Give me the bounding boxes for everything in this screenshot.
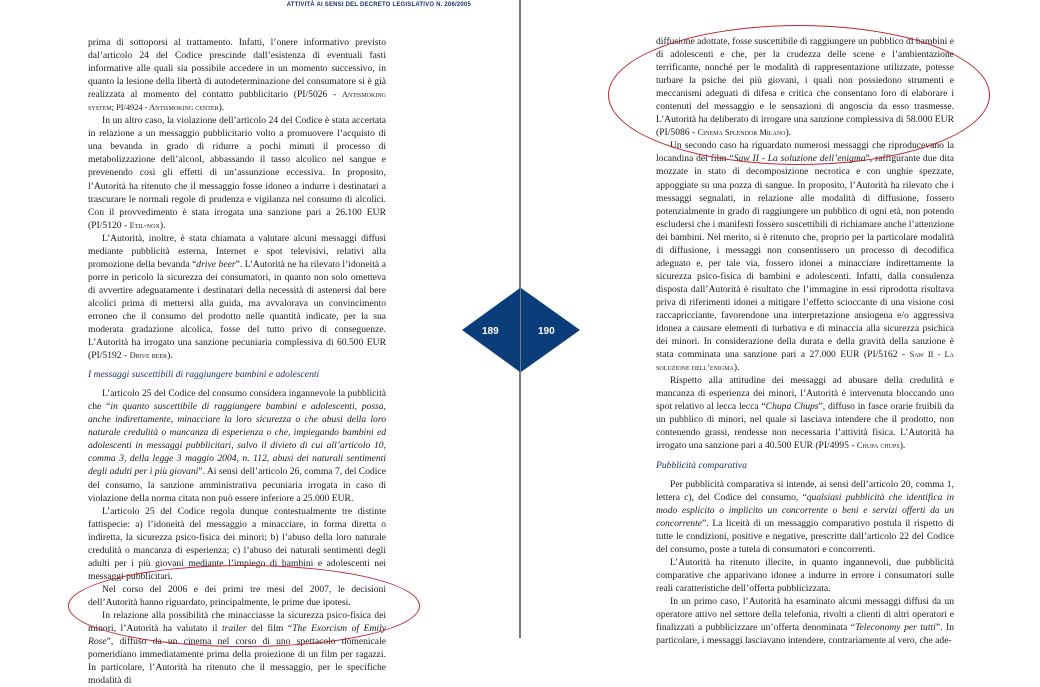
right-page — [521, 0, 1040, 647]
paragraph: In un primo caso, l’Autorità ha esaminato alcuni messaggi diffusi da un operatore attivo nel settore della telefonia, rivolti a clienti di altri operatori e finalizzati a pubblicizzare un’offerta denominata “Teleconomy per tutti”. In particolare, i messaggi lasciavano intendere, contrariamente al vero, che ade- — [656, 595, 955, 647]
left-page: ATTIVITÀ AI SENSI DEL DECRETO LEGISLATIVO N. 206/2005 prima di sottoporsi al trattamento. Infatti, l’onere informativo previsto dal’articolo 24 del Codice prescinde dall’esistenza di eventuali fasti informative alle quali sia possibile accedere in un momento successivo, in quanto la lesione della libertà di autodeterminazione del consumatore si è già realizzata al momento del contatto pubblicitario (PI/5026 - Antismoking system; PI/4924 - Antismoking center). In un altro caso, la violazione dell’articolo 24 del Codice è stata accertata in relazione a un messaggio pubblicitario volto a promuovere l’acquisto di una bevanda in grado di ridurre a pochi minuti il processo di metabolizzazione dell’alcool, abbassando il tasso alcolico nel sangue e prevenendo così gli effetti di un’assunzione eccessiva. In proposito, l’Autorità ha ritenuto che il messaggio fosse idoneo a indurre i destinatari a trascurare le normali regole di prudenza e vigilanza nel consumo di alcolici. Con il provvedimento è stata irrogata una sanzione pari a 26.100 EUR (PI/5120 - Etil-nox). L’Autorità, inoltre, è stata chiamata a valutare alcuni messaggi diffusi mediante pubblicità esterna, Internet e spot televisivi, relativi alla promozione della bevanda “drive beer”. L’Autorità ne ha rilevato l’idoneità a porre in pericolo la sicurezza dei consumatori, in quanto non solo ometteva di avvertire adeguatamente i destinatari della necessità di astenersi dal bere alcolici prima di mettersi alla guida, ma avvalorava un convincimento erroneo che il consumo del prodotto nelle quantità indicate, per la sua moderata gradazione alcolica, fosse del tutto privo di conseguenze. L’Autorità ha irrogato una sanzione pecuniaria complessiva di 60.500 EUR (PI/5192 - Drive beer). I messaggi suscettibili di raggiungere bambini e adolescenti L’articolo 25 del Codice del consumo considera ingannevole la pubblicità che “in quanto suscettibile di raggiungere bambini e adolescenti, possa, anche indirettamente, minacciare la loro sicurezza o che abusi della loro naturale credulità o mancanza di esperienza o che, impiegando bambini ed adolescenti in messaggi pubblicitari, salvo il divieto di cui all’articolo 10, comma 3, della legge 3 maggio 2004, n. 112, abusi dei naturali sentimenti degli adulti per i più giovani”. Ai sensi dell’articolo 26, comma 7, del Codice del consumo, la sanzione amministrativa pecuniaria irrogata in caso di violazione della norma citata non può essere inferiore a 25.000 EUR. L’articolo 25 del Codice regola dunque contestualmente tre distinte fattispecie: a) l’idoneità del messaggio a minacciare, in forma diretta o indiretta, la sicurezza psico-fisica dei minori; b) l’abuso della loro naturale credulità o mancanza di esperienza; c) l’abuso dei naturali sentimenti degli adulti per i più giovani mediante l’impiego di bambini e adolescenti nei messaggi pubblicitari. Nel corso del 2006 e dei primi tre mesi del 2007, le decisioni dell’Autorità hanno riguardato, principalmente, le prime due ipotesi. In relazione alla possibilità che minacciasse la sicurezza psico-fisica dei minori, l’Autorità ha valutato il trailer del film “The Exorcism of Emily Rose”, diffuso da un cinema nel corso di uno spettacolo domenicale pomeridiano immediatamente prima della proiezione di un film per ragazzi. In particolare, l’Autorità ha ritenuto che il messaggio, per le specifiche modalità di — [0, 0, 519, 638]
paragraph: L’articolo 25 del Codice del consumo considera ingannevole la pubblicità che “in quanto suscettibile di raggiungere bambini e adolescenti, possa, anche indirettamente, minacciare la loro sicurezza o che abusi della loro naturale credulità o mancanza di esperienza o che, impiegando bambini ed adolescenti in messaggi pubblicitari, salvo il divieto di cui all’articolo 10, comma 3, della legge 3 maggio 2004, n. 112, abusi dei naturali sentimenti degli adulti per i più giovani”. Ai sensi dell’articolo 26, comma 7, del Codice del consumo, la sanzione amministrativa pecuniaria irrogata in caso di violazione della norma citata non può essere inferiore a 25.000 EUR. — [88, 388, 386, 504]
paragraph: L’Autorità ha ritenuto illecite, in quanto ingannevoli, due pubblicità comparative che apparivano idonee a indurre in errore i consumatori sulle reali caratteristiche dell’offerta pubblicizzata. — [656, 556, 954, 594]
page-number-right: 190 — [538, 326, 555, 337]
paragraph: prima di sottoporsi al trattamento. Infatti, l’onere informativo previsto dal’articolo 24 del Codice prescinde dall’esistenza di eventuali fasti informative alle quali sia possibile accedere in un momento successivo, in quanto la lesione della libertà di autodeterminazione del consumatore si è già realizzata al momento del contatto pubblicitario (PI/5026 - Antismoking system; PI/4924 - Antismoking center). — [88, 37, 386, 114]
left-text-column — [88, 36, 386, 687]
paragraph: Un secondo caso ha riguardato numerosi messaggi che riproducevano la locandina del film “Saw II - La soluzione dell’enigma”, raffigurante due dita mozzate in stato di decomposizione necrotica e con unghie spezzate, appoggiate su una pozza di sangue. In proposito, l’Autorità ha rilevato che i messaggi segnalati, in relazione alle modalità di diffusione, fossero potenzialmente in grado di raggiungere un pubblico di ogni età, non potendo escludersi che i manifesti fossero suscettibili di richiamare anche l’attenzione dei bambini. Nel merito, si è ritenuto che, proprio per la particolare modalità di diffusione, i messaggi non consentissero un processo di decodifica adeguato e, per tale via, fossero idonei a minacciare indirettamente la sicurezza psico-fisica di bambini e adolescenti. Infatti, dalla consulenza disposta dall’Autorità è risultato che l’immagine in essi riprodotta risultava priva di riferimenti idonei a mitigare l’effetto scioccante di una visione così raccapricciante, favorendone una interpretazione ansiogena e/o aggressiva idonea a causare elementi di turbativa e di minaccia alla sicurezza psichica dei minori. In considerazione della durata e della gravità della sanzione è stata comminata una sanzione pari a 27.000 EUR (PI/5162 - Saw II - La soluzione dell’enigma). — [656, 140, 954, 374]
paragraph: Nel corso del 2006 e dei primi tre mesi del 2007, le decisioni dell’Autorità hanno riguardato, principalmente, le prime due ipotesi. — [88, 583, 386, 608]
section-heading: Pubblicità comparativa — [656, 459, 747, 471]
page-number-left: 189 — [482, 326, 499, 337]
paragraph: Per pubblicità comparativa si intende, ai sensi dell’articolo 20, comma 1, lettera c), del Codice del consumo, “qualsiasi pubblicità che identifica in modo esplicito o implicito un concorrente o beni e servizi offerti da un concorrente”. La liceità di un messaggio comparativo postula il rispetto di tutte le condizioni, positive e negative, prescritte dall’articolo 22 del Codice del consumo, poste a tutela di consumatori e concorrenti. — [656, 478, 954, 555]
paragraph: Rispetto alla attitudine dei messaggi ad abusare della credulità e mancanza di esperienza dei minori, l’Autorità è intervenuta bloccando uno spot relativo al lecca lecca “Chupa Chups”, diffuso in fasce orarie fruibili da un pubblico di minori, nel quale si lasciava intendere che il prodotto, non contenendo grassi, rendesse non necessaria l’attività fisica. L’Autorità ha irrogato una sanzione pari a 40.500 EUR (PI/4995 - Chupa chups). — [656, 375, 954, 452]
section-heading: I messaggi suscettibili di raggiungere bambini e adolescenti — [88, 369, 320, 381]
paragraph: In relazione alla possibilità che minacciasse la sicurezza psico-fisica dei minori, l’Autorità ha valutato il trailer del film “The Exorcism of Emily Rose”, diffuso da un cinema nel corso di uno spettacolo domenicale pomeridiano immediatamente prima della proiezione di un film per ragazzi. In particolare, l’Autorità ha ritenuto che il messaggio, per le specifiche modalità di — [88, 609, 387, 687]
right-text-column — [656, 35, 954, 647]
paragraph: L’articolo 25 del Codice regola dunque contestualmente tre distinte fattispecie: a) l’idoneità del messaggio a minacciare, in forma diretta o indiretta, la sicurezza psico-fisica dei minori; b) l’abuso della loro naturale credulità o mancanza di esperienza; c) l’abuso dei naturali sentimenti degli adulti per i più giovani mediante l’impiego di bambini e adolescenti nei messaggi pubblicitari. — [88, 505, 386, 582]
paragraph: diffusione adottate, fosse suscettibile di raggiungere un pubblico di bambini e di adolescenti e che, per la crudezza delle scene e l’ambientazione terrificante, nonché per le modalità di rappresentazione utilizzate, potesse turbare la psiche dei più giovani, i quali non possiedono strumenti e meccanismi adeguati di difesa e critica che consentano loro di elaborare i contenuti del messaggio e le sensazioni di angoscia da esso trasmesse. L’Autorità ha deliberato di irrogare una sanzione complessiva di 58.000 EUR (PI/5086 - Cinema Splendor Milano). — [656, 36, 954, 139]
page-number-badge-right — [520, 288, 582, 372]
page-number-badge-left — [460, 288, 522, 372]
paragraph: In un altro caso, la violazione dell’articolo 24 del Codice è stata accertata in relazione a un messaggio pubblicitario volto a promuovere l’acquisto di una bevanda in grado di ridurre a pochi minuti il processo di metabolizzazione dell’alcool, abbassando il tasso alcolico nel sangue e prevenendo così gli effetti di un’assunzione eccessiva. In proposito, l’Autorità ha ritenuto che il messaggio fosse idoneo a indurre i destinatari a trascurare le normali regole di prudenza e vigilanza nel consumo di alcolici. Con il provvedimento è stata irrogata una sanzione pari a 26.100 EUR (PI/5120 - Etil-nox). — [88, 115, 386, 231]
paragraph: L’Autorità, inoltre, è stata chiamata a valutare alcuni messaggi diffusi mediante pubblicità esterna, Internet e spot televisivi, relativi alla promozione della bevanda “drive beer”. L’Autorità ne ha rilevato l’idoneità a porre in pericolo la sicurezza dei consumatori, in quanto non solo ometteva di avvertire adeguatamente i destinatari della necessità di astenersi dal bere alcolici prima di mettersi alla guida, ma avvalorava un convincimento erroneo che il consumo del prodotto nelle quantità indicate, per la sua moderata gradazione alcolica, fosse del tutto privo di conseguenze. L’Autorità ha irrogato una sanzione pecuniaria complessiva di 60.500 EUR (PI/5192 - Drive beer). — [88, 232, 386, 362]
